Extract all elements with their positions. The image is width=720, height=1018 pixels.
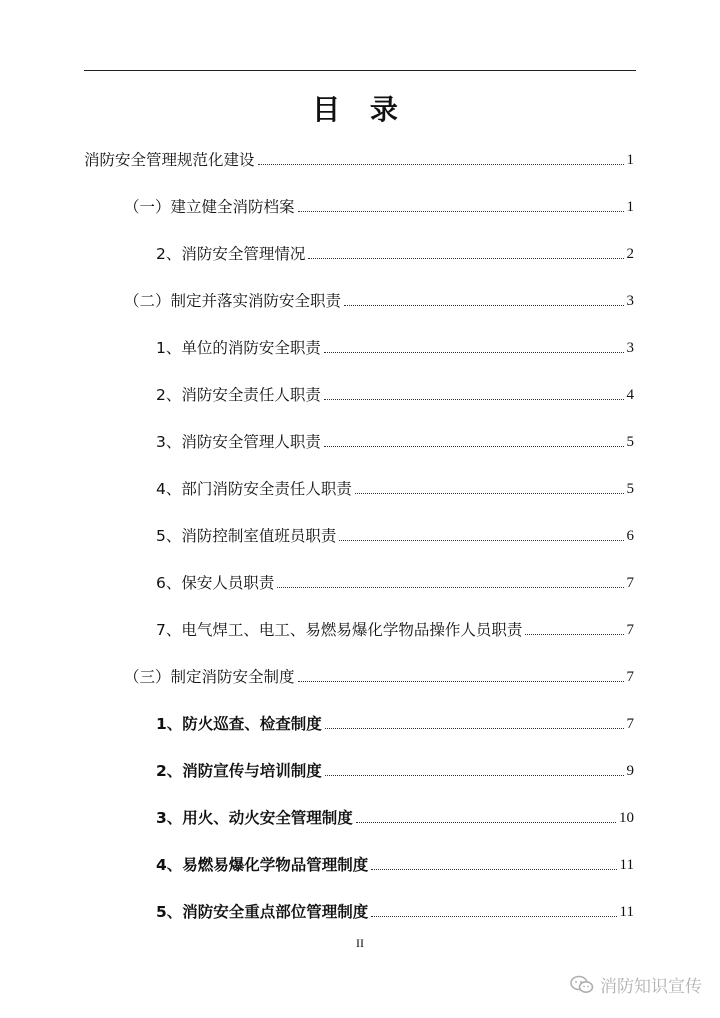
toc-entry-label: 2、消防宣传与培训制度: [156, 762, 322, 780]
watermark: [570, 972, 702, 997]
toc-entry-page: 7: [626, 622, 634, 638]
toc-dot-leader: [298, 681, 624, 682]
toc-entry-page: 9: [626, 763, 634, 779]
toc-dot-leader: [325, 775, 624, 776]
toc-entry-page: 6: [626, 528, 634, 544]
toc-dot-leader: [356, 822, 616, 823]
toc-entry: [124, 286, 634, 312]
toc-entry: [124, 192, 634, 218]
toc-entry-page: 2: [626, 246, 634, 262]
toc-entry: [156, 756, 634, 782]
toc-dot-leader: [325, 728, 624, 729]
toc-entry-page: 7: [626, 669, 634, 685]
toc-entry-label: 3、用火、动火安全管理制度: [156, 809, 353, 827]
toc-entry: [124, 662, 634, 688]
toc-entry: [156, 803, 634, 829]
toc-entry-page: 3: [626, 340, 634, 356]
toc-entry-page: 11: [619, 857, 634, 873]
toc-entry: [156, 568, 634, 594]
toc-dot-leader: [324, 352, 624, 353]
toc-entry-label: 消防安全管理规范化建设: [84, 151, 255, 169]
toc-entry-page: 7: [626, 575, 634, 591]
toc-entry-label: （三）制定消防安全制度: [124, 668, 295, 686]
toc-entry: [156, 850, 634, 876]
toc-dot-leader: [277, 587, 623, 588]
toc-entry: [156, 897, 634, 923]
toc-dot-leader: [344, 305, 623, 306]
toc-entry-label: 3、消防安全管理人职责: [156, 433, 321, 451]
wechat-icon: [570, 975, 594, 995]
toc-dot-leader: [371, 869, 616, 870]
toc-entry-label: 6、保安人员职责: [156, 574, 275, 592]
watermark-text: 消防知识宣传: [600, 977, 702, 997]
toc-entry: [156, 239, 634, 265]
toc-dot-leader: [339, 540, 623, 541]
toc-dot-leader: [308, 258, 623, 259]
toc-entry: [156, 709, 634, 735]
toc-entry-label: 7、电气焊工、电工、易燃易爆化学物品操作人员职责: [156, 621, 523, 639]
toc-entry: [156, 333, 634, 359]
toc-entry-page: 1: [626, 199, 634, 215]
toc-entry-label: 5、消防控制室值班员职责: [156, 527, 337, 545]
toc-entry-page: 10: [619, 810, 634, 826]
toc-entry: [84, 145, 634, 171]
toc-dot-leader: [371, 916, 616, 917]
toc-dot-leader: [324, 399, 624, 400]
toc-entry-page: 11: [619, 904, 634, 920]
toc-dot-leader: [324, 446, 624, 447]
toc-entry-label: 2、消防安全管理情况: [156, 245, 306, 263]
toc-entry-page: 5: [626, 481, 634, 497]
toc-entry-label: 4、部门消防安全责任人职责: [156, 480, 352, 498]
toc-dot-leader: [525, 634, 623, 635]
footer-page-number: II: [356, 936, 364, 950]
toc-dot-leader: [258, 164, 624, 165]
toc-entry-label: 1、单位的消防安全职责: [156, 339, 321, 357]
toc-entry-label: 4、易燃易爆化学物品管理制度: [156, 856, 369, 874]
toc-entry: [156, 474, 634, 500]
toc-entry-label: 5、消防安全重点部位管理制度: [156, 903, 369, 921]
toc-entry: [156, 615, 634, 641]
toc-entry-page: 1: [626, 152, 634, 168]
toc-title: 目 录: [312, 93, 408, 126]
toc-entry-page: 5: [626, 434, 634, 450]
toc-entry: [156, 427, 634, 453]
toc-entry-label: （一）建立健全消防档案: [124, 198, 295, 216]
toc-entry-label: 1、防火巡查、检查制度: [156, 715, 322, 733]
toc-entry-page: 4: [626, 387, 634, 403]
toc-entry: [156, 380, 634, 406]
toc-dot-leader: [298, 211, 624, 212]
toc-entry: [156, 521, 634, 547]
toc-entry-label: （二）制定并落实消防安全职责: [124, 292, 342, 310]
toc-dot-leader: [355, 493, 624, 494]
toc-entry-page: 7: [626, 716, 634, 732]
toc-entry-label: 2、消防安全责任人职责: [156, 386, 321, 404]
toc-entry-page: 3: [626, 293, 634, 309]
